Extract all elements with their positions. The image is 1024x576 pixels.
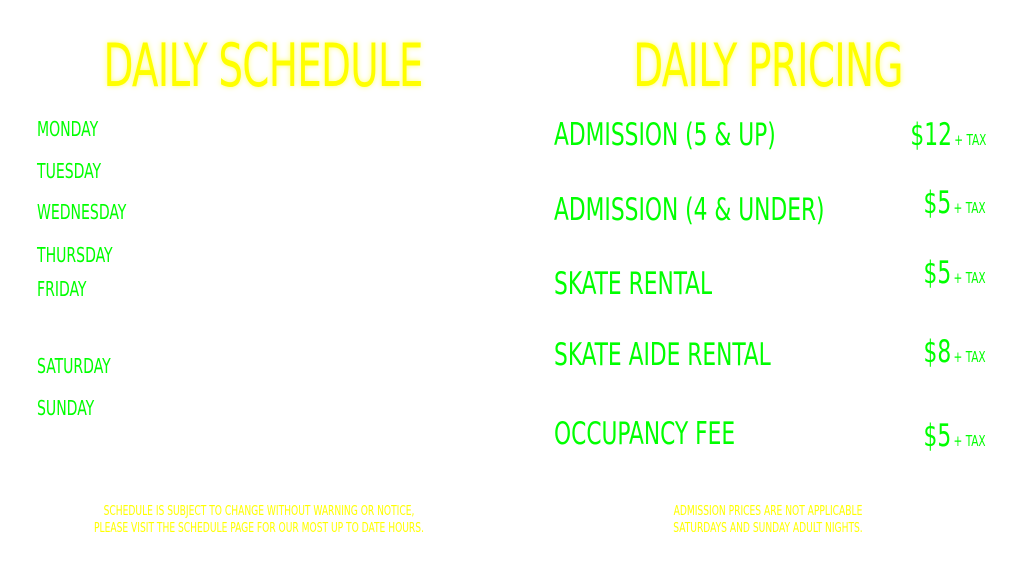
schedule-disclaimer <box>57 503 461 537</box>
price-amount: $12 <box>910 117 952 153</box>
tax-suffix: + TAX <box>953 432 986 450</box>
schedule-title: DAILY SCHEDULE <box>103 31 423 101</box>
day-friday: FRIDAY <box>37 277 87 301</box>
price-amount: $5 <box>923 185 952 221</box>
pricing-disclaimer-line-1: ADMISSION PRICES ARE NOT APPLICABLE <box>673 504 863 519</box>
schedule-disclaimer-line-1: SCHEDULE IS SUBJECT TO CHANGE WITHOUT WARNING OR NOTICE, <box>103 504 415 519</box>
tax-suffix: + TAX <box>953 131 986 149</box>
price-value-occupancy-fee <box>924 418 986 454</box>
day-monday: MONDAY <box>37 117 99 141</box>
tax-suffix: + TAX <box>953 348 986 366</box>
day-sunday: SUNDAY <box>37 396 95 420</box>
price-label-skate-aide-rental: SKATE AIDE RENTAL <box>554 337 771 373</box>
price-label-admission-4-under: ADMISSION (4 & UNDER) <box>554 192 825 228</box>
price-label-admission-5-up: ADMISSION (5 & UP) <box>554 117 776 153</box>
price-amount: $5 <box>923 255 952 291</box>
price-label-skate-rental: SKATE RENTAL <box>554 266 713 302</box>
price-label-occupancy-fee: OCCUPANCY FEE <box>554 416 736 452</box>
price-amount: $8 <box>923 334 952 370</box>
price-amount: $5 <box>923 418 952 454</box>
day-tuesday: TUESDAY <box>37 159 102 183</box>
day-wednesday: WEDNESDAY <box>37 200 127 224</box>
pricing-disclaimer-line-2: SATURDAYS AND SUNDAY ADULT NIGHTS. <box>673 521 863 536</box>
tax-suffix: + TAX <box>953 269 986 287</box>
tax-suffix: + TAX <box>953 199 986 217</box>
price-value-skate-rental <box>924 255 986 291</box>
price-value-admission-4-under <box>924 185 986 221</box>
day-saturday: SATURDAY <box>37 354 111 378</box>
price-value-admission-5-up <box>910 117 986 153</box>
day-thursday: THURSDAY <box>37 243 113 267</box>
pricing-disclaimer <box>568 503 967 537</box>
pricing-title: DAILY PRICING <box>633 31 903 101</box>
schedule-disclaimer-line-2: PLEASE VISIT THE SCHEDULE PAGE FOR OUR MOST UP TO DATE HOURS. <box>94 521 424 536</box>
price-value-skate-aide-rental <box>924 334 986 370</box>
